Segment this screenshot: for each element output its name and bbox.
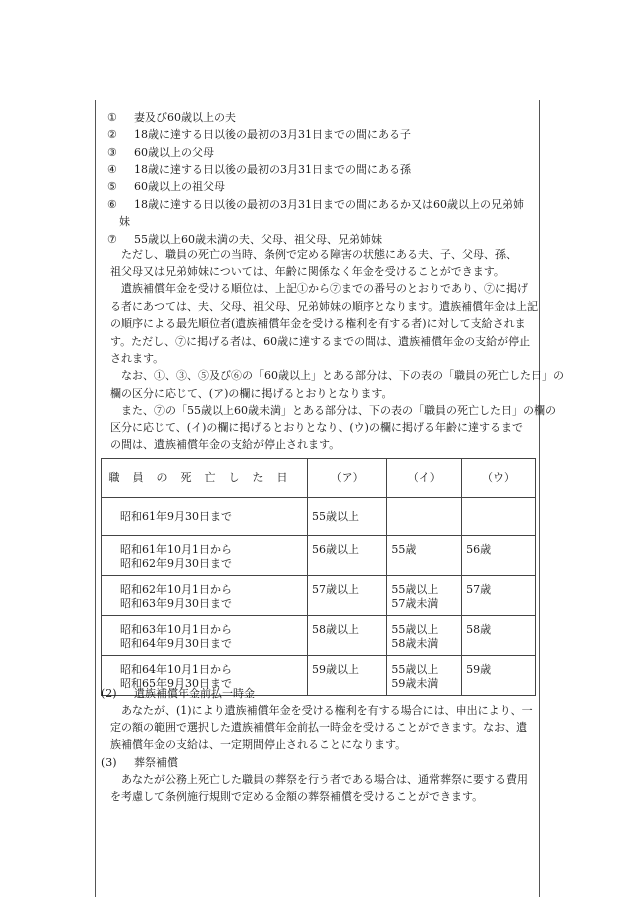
list-item-number: ①	[107, 111, 117, 124]
list-item-text: 60歳以上の父母	[134, 146, 214, 159]
death-date-from: 昭和64年10月1日から	[120, 663, 232, 676]
list-item-text: 18歳に達する日以後の最初の3月31日までの間にあるか又は60歳以上の兄弟姉	[134, 198, 524, 211]
list-item-number: ⑦	[107, 233, 117, 246]
section-title: 葬祭補償	[134, 756, 178, 769]
cell-i-upper: 58歳未満	[391, 637, 439, 650]
cell-i-upper: 59歳未満	[391, 677, 439, 690]
death-date-from: 昭和61年9月30日まで	[120, 510, 232, 523]
list-item-text: 妻及び60歳以上の夫	[134, 111, 236, 124]
table-row	[102, 536, 536, 576]
list-item-number: ⑤	[107, 180, 117, 193]
cell-i-lower: 55歳以上	[391, 663, 439, 676]
table-row	[102, 616, 536, 656]
list-item-text: 18歳に達する日以後の最初の3月31日までの間にある子	[134, 128, 411, 141]
paragraph-line: なお、①、③、⑤及び⑥の「60歳以上」とある部分は、下の表の「職員の死亡した日」の	[121, 369, 564, 382]
death-date-from: 昭和61年10月1日から	[120, 543, 232, 556]
cell-u: 56歳	[462, 536, 536, 576]
section-number: (3)	[101, 756, 117, 769]
cell-u: 59歳	[462, 656, 536, 696]
paragraph-line: されます。	[110, 352, 165, 365]
death-date-from: 昭和63年10月1日から	[120, 623, 232, 636]
paragraph-line: 区分に応じて、(イ)の欄に掲げるとおりとなり、(ウ)の欄に掲げる年齢に達するまで	[110, 421, 523, 434]
age-table	[101, 458, 536, 696]
section-number: (2)	[101, 687, 117, 700]
header-a: （ア）	[308, 459, 387, 498]
cell-a: 56歳以上	[308, 536, 387, 576]
list-item-text: 60歳以上の祖父母	[134, 180, 225, 193]
section-line: あなたが公務上死亡した職員の葬祭を行う者である場合は、通常葬祭に要する費用	[121, 773, 528, 786]
table-row	[102, 498, 536, 536]
section-line: を考慮して条例施行規則で定める金額の葬祭補償を受けることができます。	[110, 790, 484, 803]
death-date-to: 昭和64年9月30日まで	[120, 637, 232, 650]
cell-a: 59歳以上	[308, 656, 387, 696]
list-item-number: ③	[107, 146, 117, 159]
death-date-to: 昭和63年9月30日まで	[120, 597, 232, 610]
section-line: 族補償年金の支給は、一定期間停止されることになります。	[110, 738, 407, 751]
list-item-text: 55歳以上60歳未満の夫、父母、祖父母、兄弟姉妹	[134, 233, 382, 246]
cell-a: 57歳以上	[308, 576, 387, 616]
list-item-text: 18歳に達する日以後の最初の3月31日までの間にある孫	[134, 163, 411, 176]
cell-u: 57歳	[462, 576, 536, 616]
list-item-number: ⑥	[107, 198, 117, 211]
section-line: 定の額の範囲で選択した遺族補償年金前払一時金を受けることができます。なお、遺	[110, 721, 528, 734]
death-date-from: 昭和62年10月1日から	[120, 583, 232, 596]
paragraph-line: 祖父母又は兄弟姉妹については、年齢に関係なく年金を受けることができます。	[110, 265, 505, 278]
paragraph-line: 遺族補償年金を受ける順位は、上記①から⑦までの番号のとおりであり、⑦に掲げ	[121, 282, 528, 295]
list-item-continuation: 妹	[119, 215, 130, 228]
paragraph-line: る者にあつては、夫、父母、祖父母、兄弟姉妹の順序となります。遺族補償年金は上記	[110, 300, 539, 313]
cell-i-lower: 55歳以上	[391, 583, 439, 596]
header-death-date: 職員の死亡した日	[102, 459, 308, 498]
section-line: あなたが、(1)により遺族補償年金を受ける権利を有する場合には、申出により、一	[121, 704, 533, 717]
paragraph-line: の間は、遺族補償年金の支給が停止されます。	[110, 438, 341, 451]
cell-i: 55歳	[387, 536, 462, 576]
list-item-number: ④	[107, 163, 117, 176]
paragraph-line: す。ただし、⑦に掲げる者は、60歳に達するまでの間は、遺族補償年金の支給が停止	[110, 335, 531, 348]
paragraph-line: また、⑦の「55歳以上60歳未満」とある部分は、下の表の「職員の死亡した日」の欄の	[121, 404, 556, 417]
table-row	[102, 576, 536, 616]
header-i: （イ）	[387, 459, 462, 498]
paragraph-line: の順序による最先順位者(遺族補償年金を受ける権利を有する者)に対して支給されま	[110, 317, 526, 330]
list-item-number: ②	[107, 128, 117, 141]
cell-i-lower: 55歳以上	[391, 623, 439, 636]
table-header-row	[102, 459, 536, 498]
paragraph-line: ただし、職員の死亡の当時、条例で定める障害の状態にある夫、子、父母、孫、	[121, 248, 517, 261]
cell-i-upper: 57歳未満	[391, 597, 439, 610]
death-date-to: 昭和65年9月30日まで	[120, 677, 232, 690]
header-u: （ウ）	[462, 459, 536, 498]
cell-a: 58歳以上	[308, 616, 387, 656]
death-date-to: 昭和62年9月30日まで	[120, 557, 232, 570]
section-title: 遺族補償年金前払一時金	[134, 687, 255, 700]
paragraph-line: 欄の区分に応じて、(ア)の欄に掲げるとおりとなります。	[110, 387, 393, 400]
cell-a: 55歳以上	[312, 510, 360, 523]
cell-u: 58歳	[462, 616, 536, 656]
